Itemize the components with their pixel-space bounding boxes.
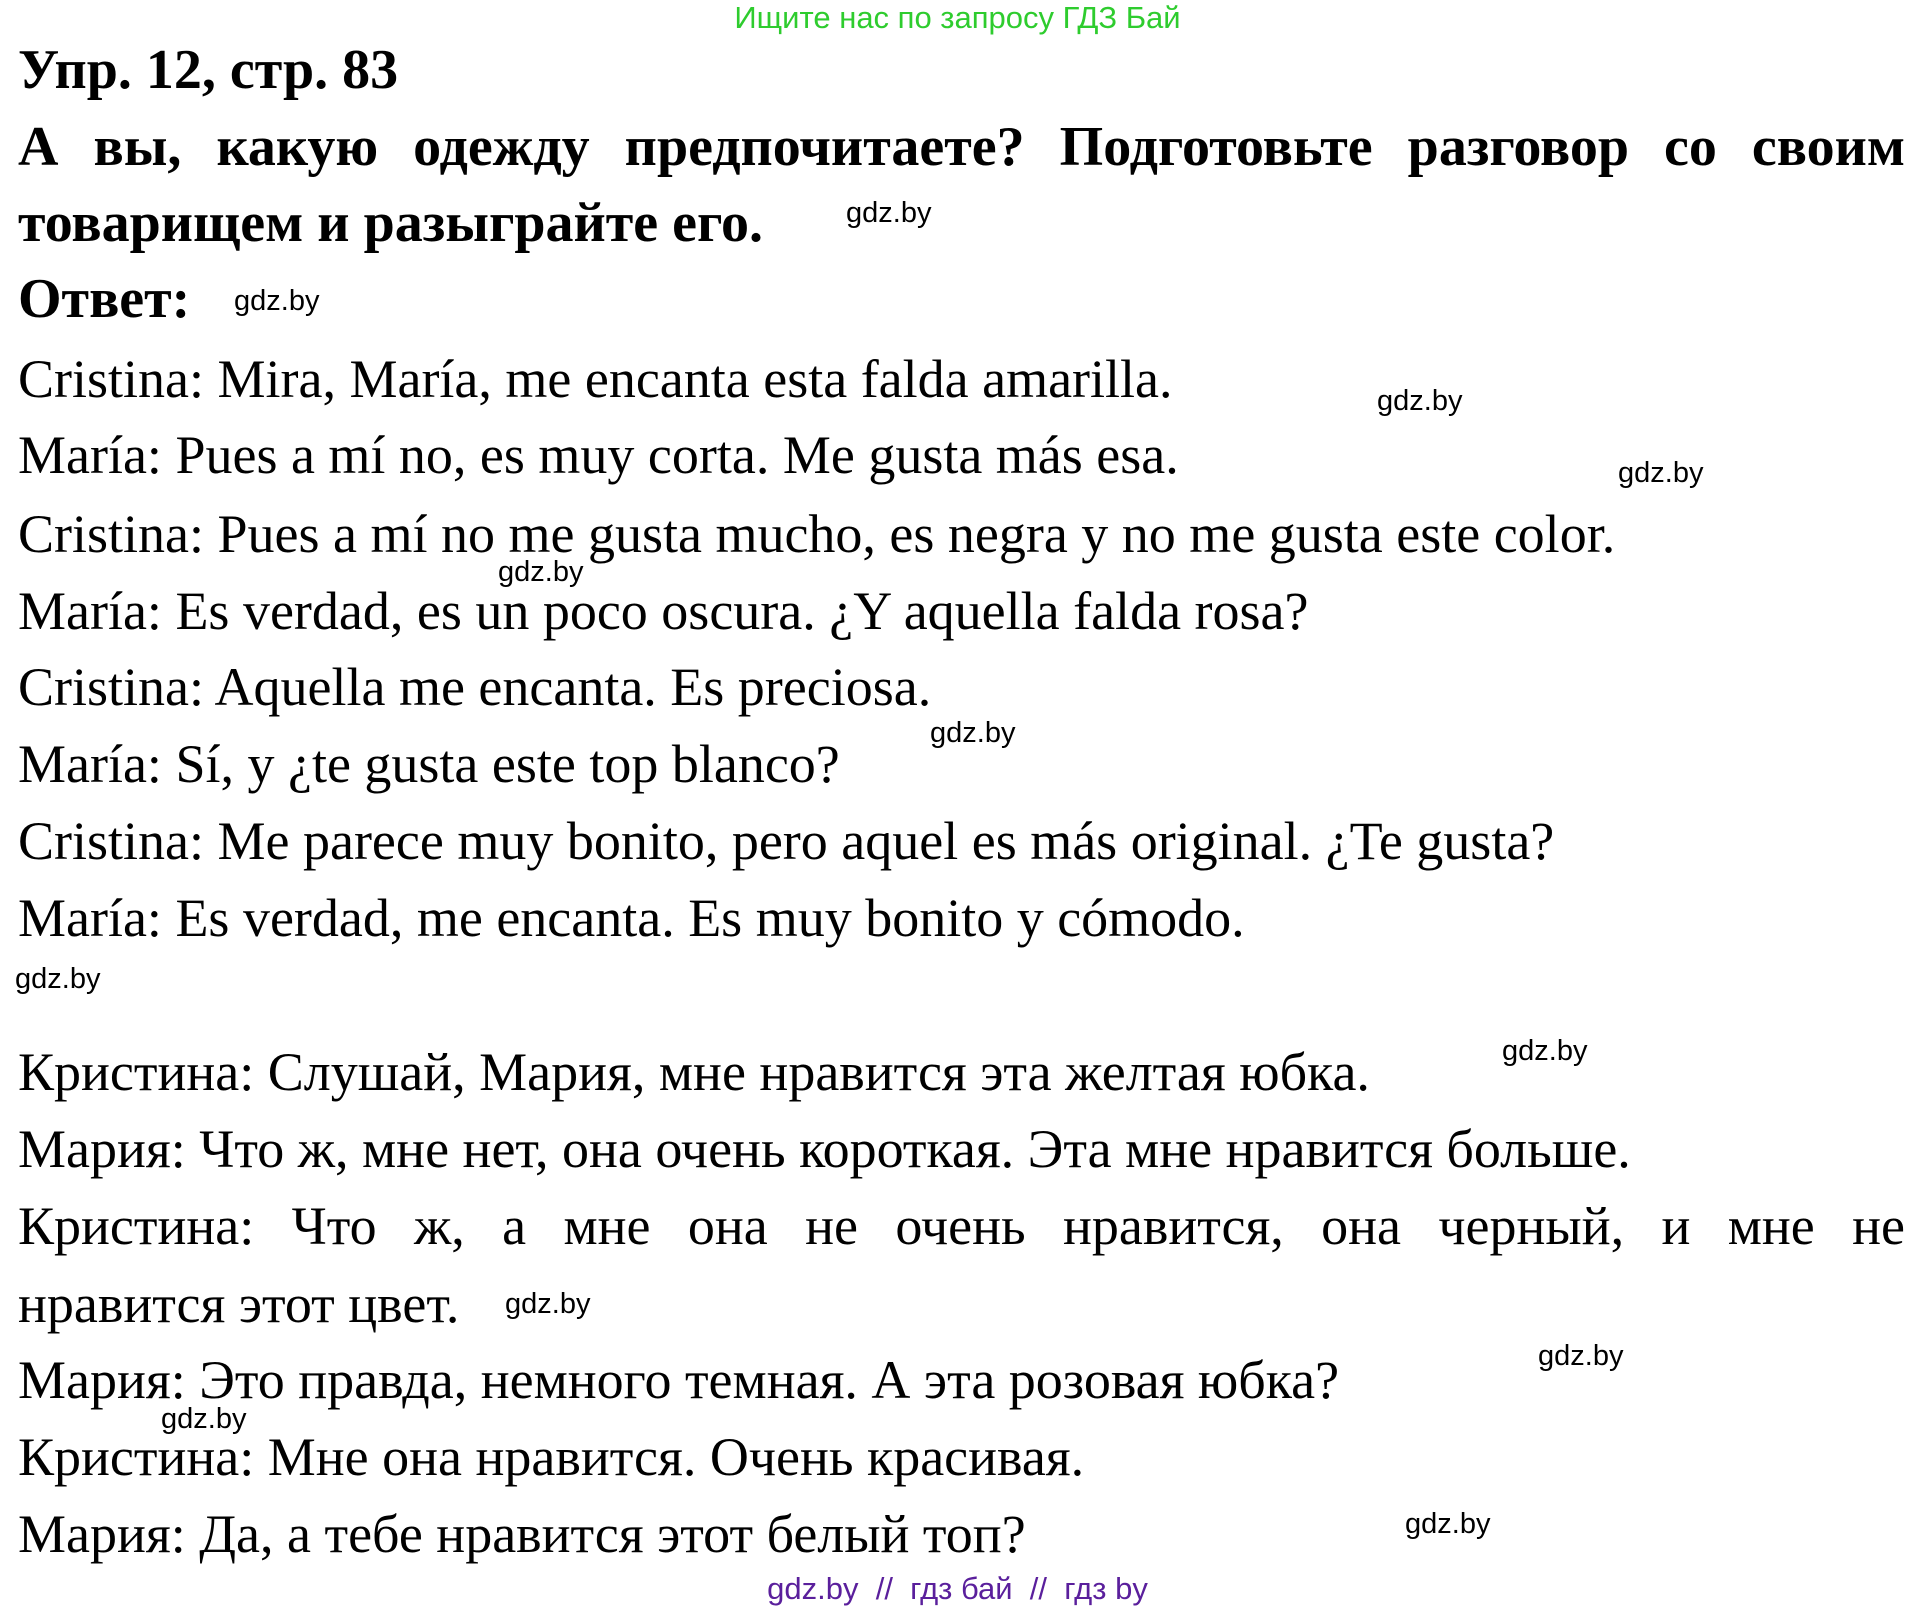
watermark: gdz.by <box>15 963 101 995</box>
watermark: gdz.by <box>1618 457 1704 489</box>
spanish-line: María: Pues a mí no, es muy corta. Me gusta más esa. <box>18 425 1179 485</box>
header-banner: Ищите нас по запросу ГДЗ Бай <box>734 0 1181 35</box>
watermark: gdz.by <box>234 285 320 317</box>
russian-line: Кристина: Что ж, а мне она не очень нравится, она черный, и мне не <box>18 1196 1905 1256</box>
watermark: gdz.by <box>1377 385 1463 417</box>
spanish-line: María: Es verdad, es un poco oscura. ¿Y aquella falda rosa? <box>18 581 1309 641</box>
task-line-1: А вы, какую одежду предпочитаете? Подготовьте разговор со своим <box>18 116 1905 178</box>
spanish-line: Cristina: Aquella me encanta. Es preciosa. <box>18 657 932 717</box>
watermark: gdz.by <box>846 197 932 229</box>
answer-label: Ответ: <box>18 268 191 330</box>
russian-line: нравится этот цвет. <box>18 1274 460 1334</box>
watermark: gdz.by <box>1502 1035 1588 1067</box>
watermark: gdz.by <box>930 717 1016 749</box>
russian-line: Кристина: Мне она нравится. Очень красивая. <box>18 1427 1085 1487</box>
watermark: gdz.by <box>161 1403 247 1435</box>
footer-banner: gdz.by // гдз бай // гдз by <box>767 1571 1148 1606</box>
spanish-line: Cristina: Me parece muy bonito, pero aquel es más original. ¿Te gusta? <box>18 811 1555 871</box>
watermark: gdz.by <box>505 1288 591 1320</box>
spanish-line: María: Es verdad, me encanta. Es muy bonito y cómodo. <box>18 888 1245 948</box>
spanish-line: María: Sí, y ¿te gusta este top blanco? <box>18 734 840 794</box>
spanish-line: Cristina: Mira, María, me encanta esta falda amarilla. <box>18 349 1173 409</box>
russian-line: Мария: Что ж, мне нет, она очень короткая. Эта мне нравится больше. <box>18 1119 1631 1179</box>
task-line-2: товарищем и разыграйте его. <box>18 192 764 254</box>
watermark: gdz.by <box>1538 1340 1624 1372</box>
russian-line: Мария: Это правда, немного темная. А эта розовая юбка? <box>18 1350 1340 1410</box>
watermark: gdz.by <box>1405 1508 1491 1540</box>
watermark: gdz.by <box>498 556 584 588</box>
russian-line: Мария: Да, а тебе нравится этот белый топ? <box>18 1504 1026 1564</box>
spanish-line: Cristina: Pues a mí no me gusta mucho, es negra y no me gusta este color. <box>18 504 1616 564</box>
exercise-title: Упр. 12, стр. 83 <box>18 39 399 101</box>
russian-line: Кристина: Слушай, Мария, мне нравится эта желтая юбка. <box>18 1042 1370 1102</box>
